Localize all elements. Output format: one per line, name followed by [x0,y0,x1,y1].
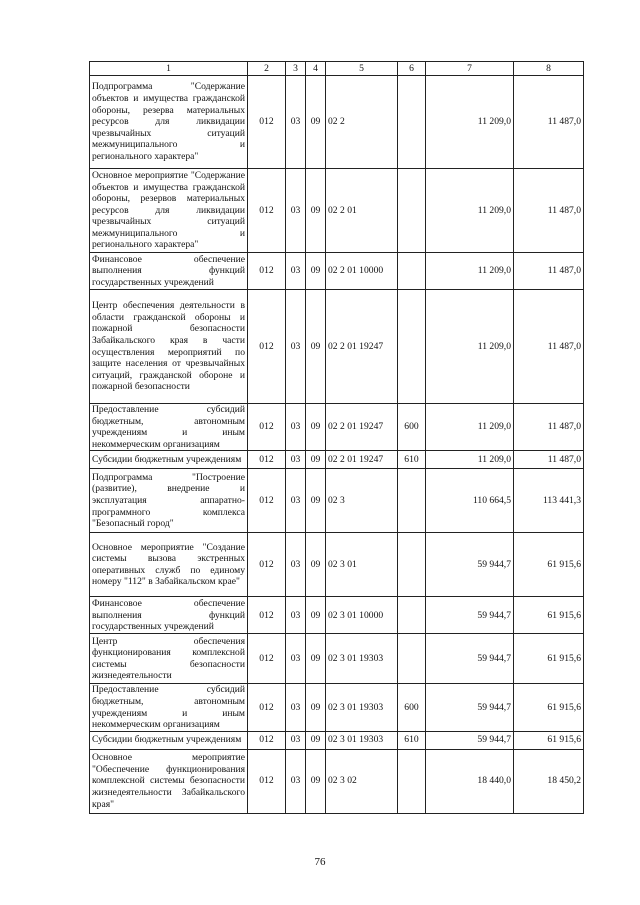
header-cell: 1 [90,62,248,76]
row-amount1-cell: 110 664,5 [426,469,514,533]
row-type-cell: 600 [398,684,426,731]
row-subsection-cell: 09 [306,290,326,404]
row-subsection-cell: 09 [306,731,326,749]
row-name-cell: Основное мероприятие "Создание системы вызова экстренных оперативных служб по единому номеру "112" в Забайкальском крае" [90,533,248,597]
row-target-cell: 02 2 [326,76,398,169]
row-section-cell: 03 [286,749,306,813]
row-amount2-cell: 11 487,0 [514,404,584,451]
row-target-cell: 02 3 [326,469,398,533]
row-target-cell: 02 3 01 19303 [326,684,398,731]
row-name-cell: Подпрограмма "Содержание объектов и имущества гражданской обороны, резерва материальных ресурсов для ликвидации чрезвычайных ситуаций межмуниципального и регионального характера" [90,76,248,169]
row-amount1-cell: 11 209,0 [426,76,514,169]
row-code-cell: 012 [248,404,286,451]
row-type-cell [398,290,426,404]
row-target-cell: 02 2 01 10000 [326,253,398,290]
row-subsection-cell: 09 [306,533,326,597]
row-section-cell: 03 [286,469,306,533]
table-row [90,76,584,169]
row-subsection-cell: 09 [306,169,326,253]
page-number: 76 [314,856,326,868]
row-section-cell: 03 [286,731,306,749]
row-subsection-cell: 09 [306,634,326,684]
header-cell: 6 [398,62,426,76]
header-cell: 3 [286,62,306,76]
row-name-cell: Основное мероприятие "Обеспечение функционирования комплексной системы безопасности жизнедеятельности Забайкальского края" [90,749,248,813]
row-name-cell: Субсидии бюджетным учреждениям [90,451,248,469]
row-subsection-cell: 09 [306,451,326,469]
row-amount1-cell: 11 209,0 [426,253,514,290]
row-amount2-cell: 11 487,0 [514,76,584,169]
row-code-cell: 012 [248,684,286,731]
row-name-cell: Предоставление субсидий бюджетным, автономным учреждениям и иным некоммерческим организациям [90,684,248,731]
row-section-cell: 03 [286,76,306,169]
row-type-cell [398,597,426,634]
row-code-cell: 012 [248,533,286,597]
row-type-cell: 610 [398,731,426,749]
table-row [90,469,584,533]
row-subsection-cell: 09 [306,749,326,813]
row-name-cell: Центр обеспечения деятельности в области гражданской обороны и пожарной безопасности Забайкальского края в части осуществления мероприятий по защите населения от чрезвычайных ситуаций, гражданской обороне и пожарной безопасности [90,290,248,404]
row-amount1-cell: 11 209,0 [426,169,514,253]
row-amount2-cell: 11 487,0 [514,253,584,290]
row-type-cell [398,253,426,290]
table-row [90,749,584,813]
row-target-cell: 02 2 01 [326,169,398,253]
row-target-cell: 02 3 01 19303 [326,731,398,749]
row-amount1-cell: 18 440,0 [426,749,514,813]
row-type-cell [398,76,426,169]
row-section-cell: 03 [286,290,306,404]
row-amount2-cell: 11 487,0 [514,290,584,404]
row-amount2-cell: 11 487,0 [514,169,584,253]
row-target-cell: 02 2 01 19247 [326,290,398,404]
row-amount1-cell: 59 944,7 [426,684,514,731]
row-name-cell: Подпрограмма "Построение (развитие), внедрение и эксплуатация аппаратно-программного комплекса "Безопасный город" [90,469,248,533]
row-amount2-cell: 18 450,2 [514,749,584,813]
table-row [90,597,584,634]
row-target-cell: 02 2 01 19247 [326,451,398,469]
row-type-cell [398,749,426,813]
table-row [90,253,584,290]
row-type-cell [398,533,426,597]
row-section-cell: 03 [286,597,306,634]
table-row [90,451,584,469]
header-cell: 4 [306,62,326,76]
row-type-cell [398,634,426,684]
row-amount1-cell: 59 944,7 [426,533,514,597]
table-row [90,634,584,684]
row-name-cell: Финансовое обеспечение выполнения функций государственных учреждений [90,253,248,290]
table-row [90,731,584,749]
row-type-cell [398,169,426,253]
row-name-cell: Финансовое обеспечение выполнения функций государственных учреждений [90,597,248,634]
row-amount2-cell: 61 915,6 [514,634,584,684]
row-section-cell: 03 [286,451,306,469]
row-target-cell: 02 3 01 19303 [326,634,398,684]
row-code-cell: 012 [248,634,286,684]
row-amount1-cell: 59 944,7 [426,597,514,634]
row-code-cell: 012 [248,731,286,749]
header-cell: 8 [514,62,584,76]
row-section-cell: 03 [286,169,306,253]
budget-table [89,61,584,814]
header-cell: 2 [248,62,286,76]
row-code-cell: 012 [248,597,286,634]
row-name-cell: Субсидии бюджетным учреждениям [90,731,248,749]
row-target-cell: 02 3 01 [326,533,398,597]
row-amount1-cell: 59 944,7 [426,634,514,684]
row-code-cell: 012 [248,169,286,253]
row-section-cell: 03 [286,684,306,731]
header-cell: 7 [426,62,514,76]
row-code-cell: 012 [248,253,286,290]
row-section-cell: 03 [286,634,306,684]
row-subsection-cell: 09 [306,253,326,290]
header-row [90,62,584,76]
row-subsection-cell: 09 [306,404,326,451]
row-target-cell: 02 2 01 19247 [326,404,398,451]
row-code-cell: 012 [248,290,286,404]
header-cell: 5 [326,62,398,76]
row-section-cell: 03 [286,404,306,451]
row-code-cell: 012 [248,469,286,533]
row-amount2-cell: 61 915,6 [514,597,584,634]
table-row [90,684,584,731]
row-type-cell: 610 [398,451,426,469]
row-amount2-cell: 61 915,6 [514,684,584,731]
table-row [90,533,584,597]
row-code-cell: 012 [248,451,286,469]
table-row [90,404,584,451]
row-amount1-cell: 59 944,7 [426,731,514,749]
row-target-cell: 02 3 02 [326,749,398,813]
row-section-cell: 03 [286,533,306,597]
row-subsection-cell: 09 [306,469,326,533]
row-amount1-cell: 11 209,0 [426,451,514,469]
table-row [90,290,584,404]
row-amount1-cell: 11 209,0 [426,404,514,451]
table-row [90,169,584,253]
row-subsection-cell: 09 [306,684,326,731]
row-section-cell: 03 [286,253,306,290]
row-amount2-cell: 11 487,0 [514,451,584,469]
row-subsection-cell: 09 [306,76,326,169]
row-code-cell: 012 [248,76,286,169]
row-amount2-cell: 61 915,6 [514,533,584,597]
row-code-cell: 012 [248,749,286,813]
row-amount2-cell: 61 915,6 [514,731,584,749]
row-amount1-cell: 11 209,0 [426,290,514,404]
row-target-cell: 02 3 01 10000 [326,597,398,634]
row-type-cell [398,469,426,533]
row-name-cell: Предоставление субсидий бюджетным, автономным учреждениям и иным некоммерческим организациям [90,404,248,451]
row-type-cell: 600 [398,404,426,451]
row-subsection-cell: 09 [306,597,326,634]
row-name-cell: Основное мероприятие "Содержание объектов и имущества гражданской обороны, резервов материальных ресурсов для ликвидации чрезвычайных ситуаций межмуниципального и регионального характера" [90,169,248,253]
row-amount2-cell: 113 441,3 [514,469,584,533]
row-name-cell: Центр обеспечения функционирования комплексной системы безопасности жизнедеятельности [90,634,248,684]
